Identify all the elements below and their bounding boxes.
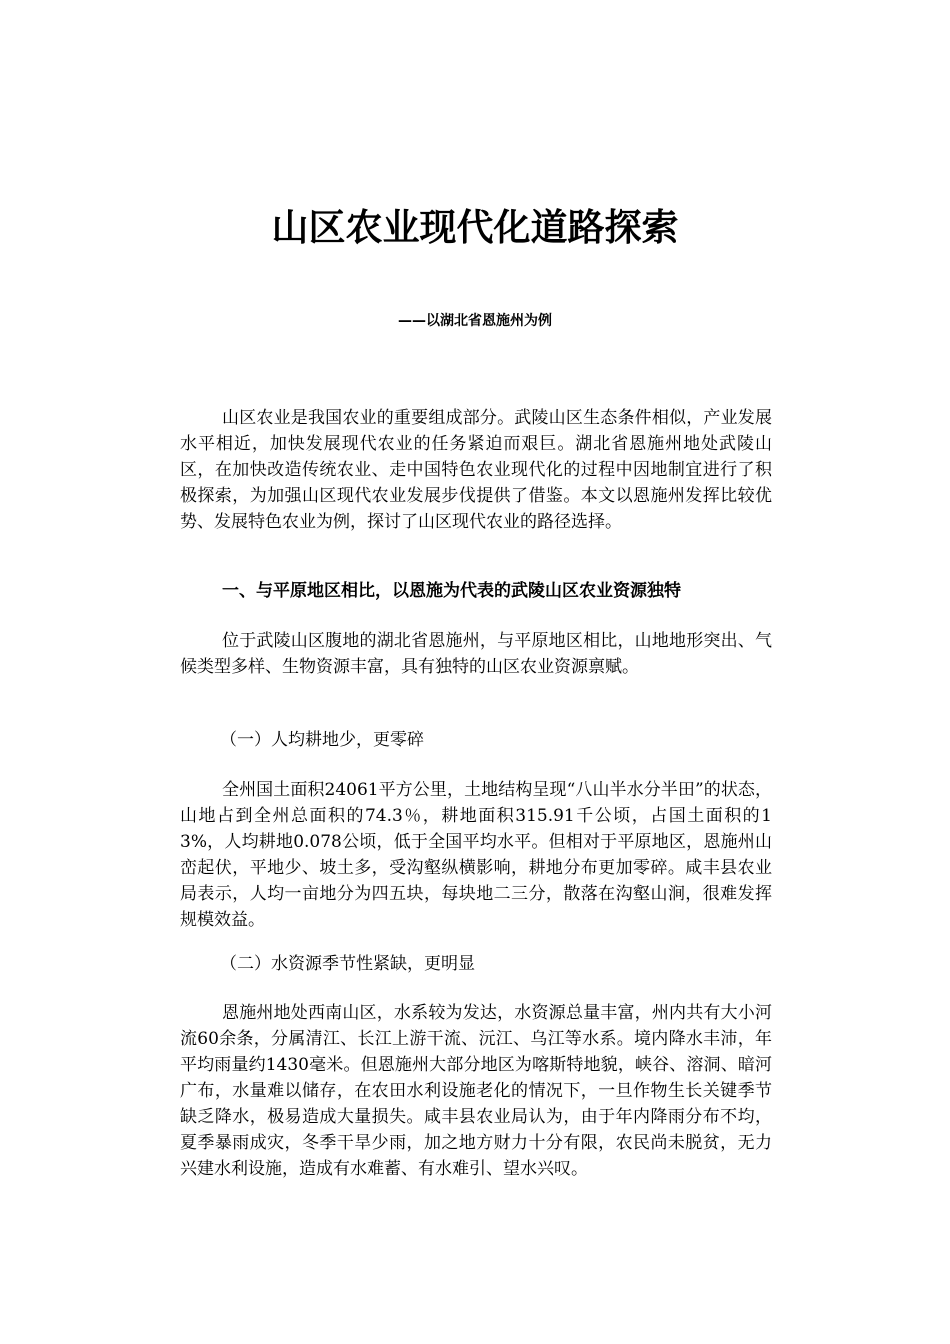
subsection-2-paragraph: 恩施州地处西南山区，水系较为发达，水资源总量丰富，州内共有大小河流60余条，分属清江、长江上游干流、沅江、乌江等水系。境内降水丰沛，年平均雨量约1430毫米。但恩施州大部分地区为喀斯特地貌，峡谷、溶洞、暗河广布，水量难以储存，在农田水利设施老化的情况下，一旦作物生长关键季节缺乏降水，极易造成大量损失。咸丰县农业局认为，由于年内降雨分布不均，夏季暴雨成灾，冬季干旱少雨，加之地方财力十分有限，农民尚未脱贫，无力兴建水利设施，造成有水难蓄、有水难引、望水兴叹。 — [180, 1003, 772, 1179]
section-1-intro-paragraph: 位于武陵山区腹地的湖北省恩施州，与平原地区相比，山地地形突出、气候类型多样、生物资源丰富，具有独特的山区农业资源禀赋。 — [180, 631, 772, 677]
intro-paragraph: 山区农业是我国农业的重要组成部分。武陵山区生态条件相似，产业发展水平相近，加快发展现代农业的任务紧迫而艰巨。湖北省恩施州地处武陵山区，在加快改造传统农业、走中国特色农业现代化的过程中因地制宜进行了积极探索，为加强山区现代农业发展步伐提供了借鉴。本文以恩施州发挥比较优势、发展特色农业为例，探讨了山区现代农业的路径选择。 — [180, 408, 772, 532]
document-subtitle: ——以湖北省恩施州为例 — [398, 313, 552, 329]
subsection-heading-1: （一）人均耕地少，更零碎 — [220, 730, 424, 750]
section-heading-1: 一、与平原地区相比，以恩施为代表的武陵山区农业资源独特 — [222, 581, 681, 601]
subsection-heading-2: （二）水资源季节性紧缺，更明显 — [220, 954, 475, 974]
document-title: 山区农业现代化道路探索 — [271, 205, 679, 249]
subsection-1-paragraph: 全州国土面积24061平方公里，土地结构呈现“八山半水分半田”的状态，山地占到全州总面积的74.3％，耕地面积315.91千公顷，占国土面积的13%，人均耕地0.078公顷，低于全国平均水平。但相对于平原地区，恩施州山峦起伏，平地少、坡土多，受沟壑纵横影响，耕地分布更加零碎。咸丰县农业局表示，人均一亩地分为四五块，每块地二三分，散落在沟壑山涧，很难发挥规模效益。 — [180, 780, 772, 930]
